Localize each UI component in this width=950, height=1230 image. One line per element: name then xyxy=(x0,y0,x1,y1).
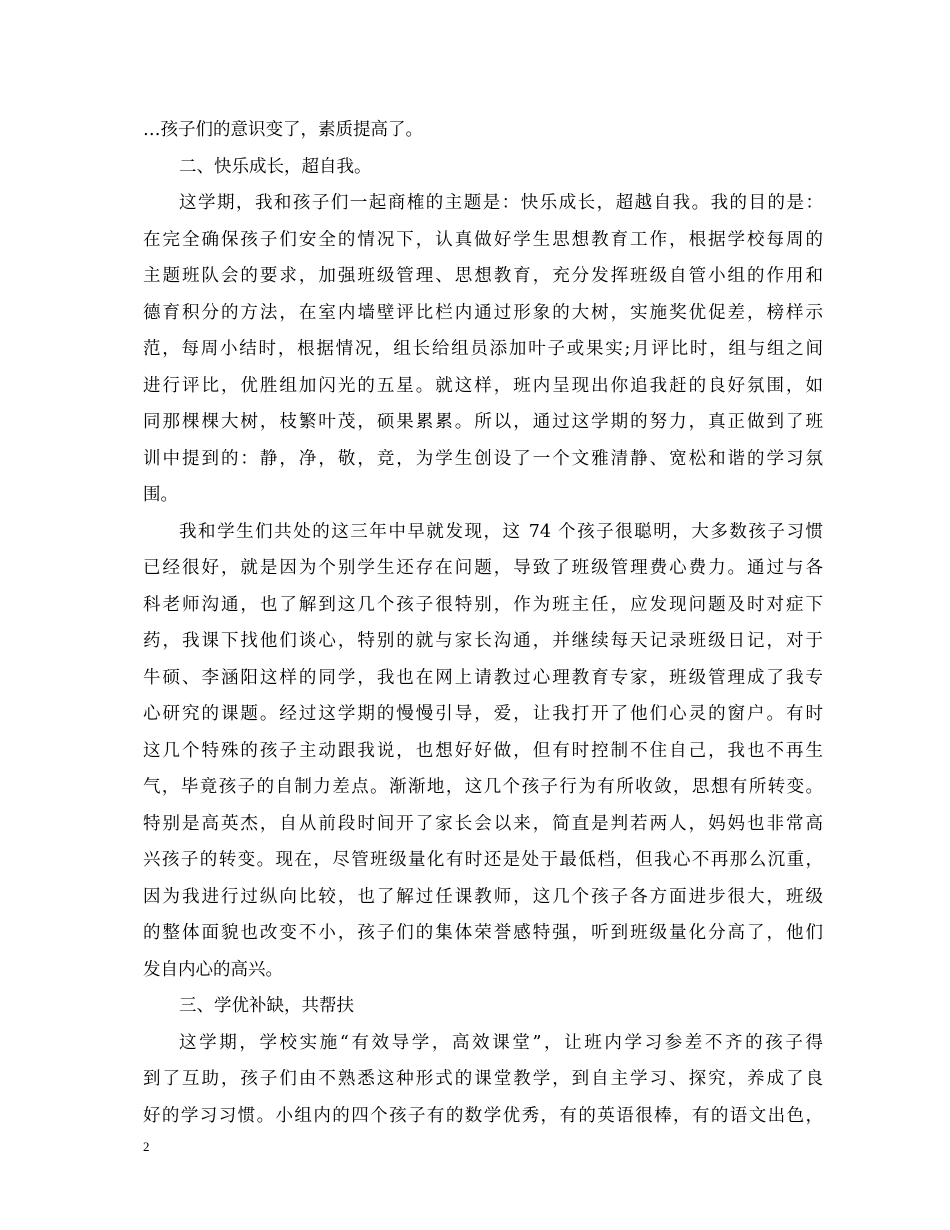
text-line: 心研究的课题。经过这学期的慢慢引导，爱，让我打开了他们心灵的窗户。有时 xyxy=(143,704,823,724)
text-line: 已经很好，就是因为个别学生还存在问题，导致了班级管理费心费力。通过与各 xyxy=(143,558,823,578)
text-line: 范，每周小结时，根据情况，组长给组员添加叶子或果实;月评比时，组与组之间 xyxy=(143,339,823,359)
text-line: 我和学生们共处的这三年中早就发现，这 74 个孩子很聪明，大多数孩子习惯 xyxy=(179,521,823,542)
text-line: 气，毕竟孩子的自制力差点。渐渐地，这几个孩子行为有所收敛，思想有所转变。 xyxy=(143,777,823,797)
text-line: 到了互助，孩子们由不熟悉这种形式的课堂教学，到自主学习、探究，养成了良 xyxy=(143,1069,823,1089)
text-line: 药，我课下找他们谈心，特别的就与家长沟通，并继续每天记录班级日记，对于 xyxy=(143,631,823,651)
text-line: 这学期，我和孩子们一起商榷的主题是：快乐成长，超越自我。我的目的是： xyxy=(179,193,823,213)
text-line: 好的学习习惯。小组内的四个孩子有的数学优秀，有的英语很棒，有的语文出色， xyxy=(143,1105,823,1126)
document-body xyxy=(143,112,823,1134)
text-line: 进行评比，优胜组加闪光的五星。就这样，班内呈现出你追我赶的良好氛围，如 xyxy=(143,375,823,396)
text-line: …孩子们的意识变了，素质提高了。 xyxy=(143,120,423,140)
text-line: 德育积分的方法，在室内墙壁评比栏内通过形象的大树，实施奖优促差，榜样示 xyxy=(143,302,823,323)
text-line: 二、快乐成长，超自我。 xyxy=(179,156,372,177)
text-line: 这几个特殊的孩子主动跟我说，也想好好做，但有时控制不住自己，我也不再生 xyxy=(143,740,823,761)
text-line: 训中提到的：静，净，敬，竞，为学生创设了一个文雅清静、宽松和谐的学习氛 xyxy=(143,448,823,469)
text-line: 发自内心的高兴。 xyxy=(143,959,283,980)
text-line: 围。 xyxy=(143,485,178,505)
text-line: 因为我进行过纵向比较，也了解过任课教师，这几个孩子各方面进步很大，班级 xyxy=(143,886,823,907)
page-number: 2 xyxy=(143,1139,150,1154)
text-line: 主题班队会的要求，加强班级管理、思想教育，充分发挥班级自管小组的作用和 xyxy=(143,266,823,286)
text-line: 兴孩子的转变。现在，尽管班级量化有时还是处于最低档，但我心不再那么沉重， xyxy=(143,850,823,870)
text-line: 在完全确保孩子们安全的情况下，认真做好学生思想教育工作，根据学校每周的 xyxy=(143,229,823,250)
text-line: 同那棵棵大树，枝繁叶茂，硕果累累。所以，通过这学期的努力，真正做到了班 xyxy=(143,412,823,432)
text-line: 这学期，学校实施“有效导学，高效课堂”，让班内学习参差不齐的孩子得 xyxy=(179,1032,823,1053)
text-line: 三、学优补缺，共帮扶 xyxy=(179,996,354,1016)
text-line: 特别是高英杰，自从前段时间开了家长会以来，简直是判若两人，妈妈也非常高 xyxy=(143,813,823,834)
text-line: 科老师沟通，也了解到这几个孩子很特别，作为班主任，应发现问题及时对症下 xyxy=(143,594,823,615)
text-line: 牛硕、李涵阳这样的同学，我也在网上请教过心理教育专家，班级管理成了我专 xyxy=(143,667,823,688)
text-line: 的整体面貌也改变不小，孩子们的集体荣誉感特强，听到班级量化分高了，他们 xyxy=(143,923,823,943)
